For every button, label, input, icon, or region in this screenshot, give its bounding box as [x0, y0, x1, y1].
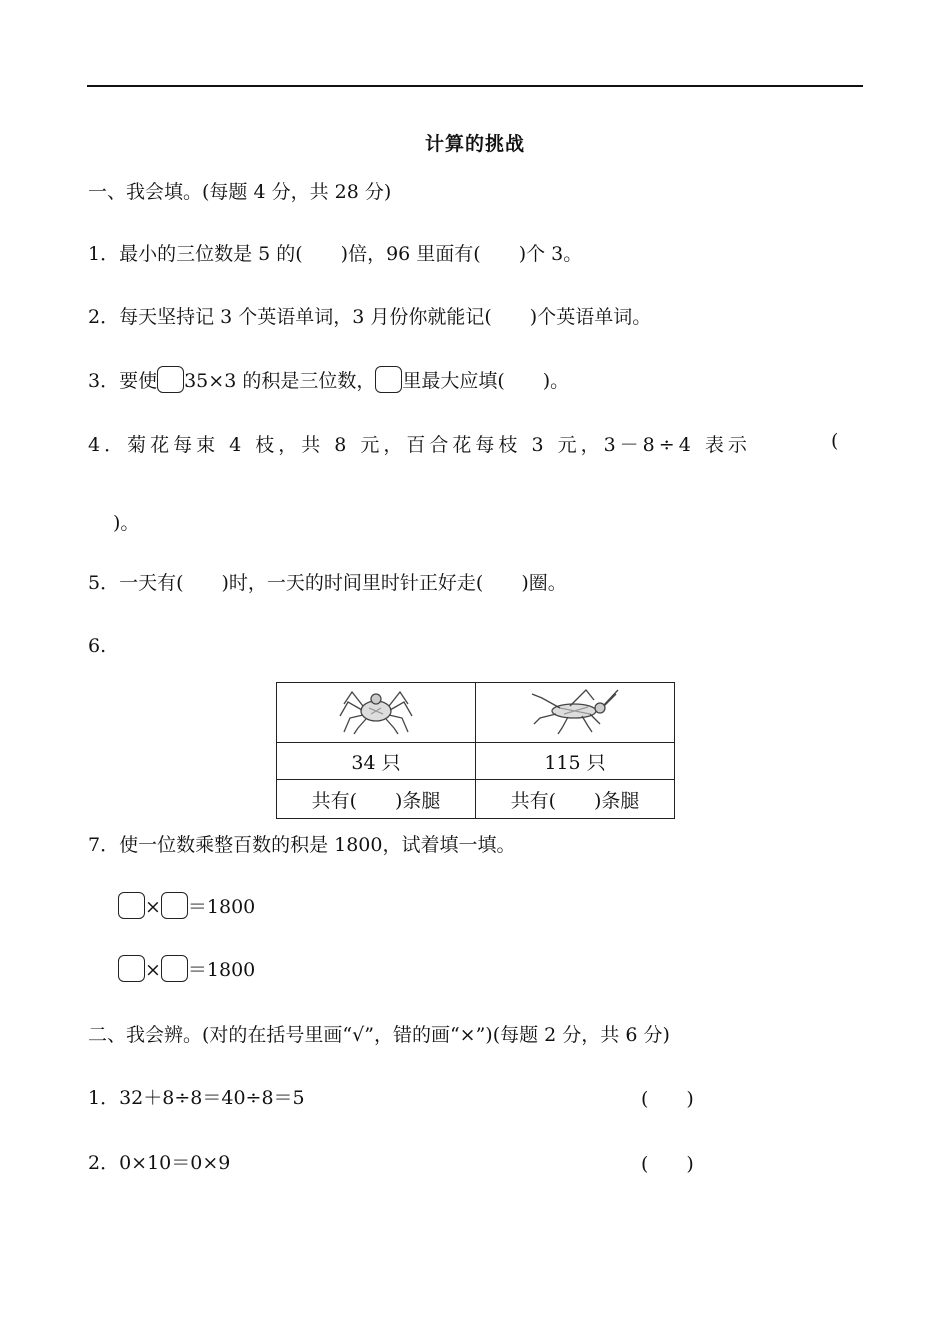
times-sign: ×: [145, 959, 161, 981]
q4-close-paren: )。: [113, 512, 140, 534]
judge-answer-2[interactable]: ( ): [641, 1153, 694, 1175]
question-2: 2．每天坚持记 3 个英语单词，3 月份你就能记( )个英语单词。: [88, 306, 652, 328]
answer-box[interactable]: [118, 892, 145, 919]
spider-cell: [277, 683, 476, 743]
cricket-cell: [476, 683, 675, 743]
question-6-label: 6.: [88, 635, 107, 657]
answer-box[interactable]: [118, 955, 145, 982]
question-5: 5．一天有( )时，一天的时间里时针正好走( )圈。: [88, 572, 567, 594]
equation-result: ＝1800: [187, 896, 256, 918]
question-4: 4．菊花每束 4 枝，共 8 元，百合花每枝 3 元，3－8÷4 表示: [88, 434, 751, 456]
spider-icon: [336, 684, 416, 736]
judge-item-1: 1．32＋8÷8＝40÷8＝5: [88, 1087, 305, 1109]
answer-box[interactable]: [161, 955, 188, 982]
q3-part-c: 里最大应填( )。: [402, 370, 570, 392]
spider-legs-answer[interactable]: 共有( )条腿: [277, 780, 476, 819]
question-7: 7．使一位数乘整百数的积是 1800，试着填一填。: [88, 834, 516, 856]
cricket-icon: [530, 684, 620, 736]
answer-box[interactable]: [375, 366, 402, 393]
top-rule: [87, 85, 863, 87]
q3-part-b: 35×3 的积是三位数，: [184, 370, 376, 392]
answer-box[interactable]: [157, 366, 184, 393]
times-sign: ×: [145, 896, 161, 918]
spider-count: 34 只: [277, 743, 476, 780]
cricket-count: 115 只: [476, 743, 675, 780]
q7-equation-2: [118, 955, 255, 984]
q3-part-a: 3．要使: [88, 370, 158, 392]
section1-heading: 一、我会填。(每题 4 分，共 28 分): [88, 181, 392, 203]
section2-heading: 二、我会辨。(对的在括号里画“√”，错的画“×”)(每题 2 分，共 6 分): [88, 1024, 670, 1046]
q7-equation-1: [118, 892, 255, 921]
cricket-legs-answer[interactable]: 共有( )条腿: [476, 780, 675, 819]
question-3: [88, 366, 569, 395]
animal-table: [276, 682, 675, 819]
page-title: 计算的挑战: [424, 133, 525, 155]
judge-item-2: 2．0×10＝0×9: [88, 1152, 231, 1174]
equation-result: ＝1800: [187, 959, 256, 981]
judge-answer-1[interactable]: ( ): [641, 1088, 694, 1110]
answer-box[interactable]: [161, 892, 188, 919]
q4-open-paren: (: [831, 430, 839, 452]
question-1: 1．最小的三位数是 5 的( )倍，96 里面有( )个 3。: [88, 243, 583, 265]
